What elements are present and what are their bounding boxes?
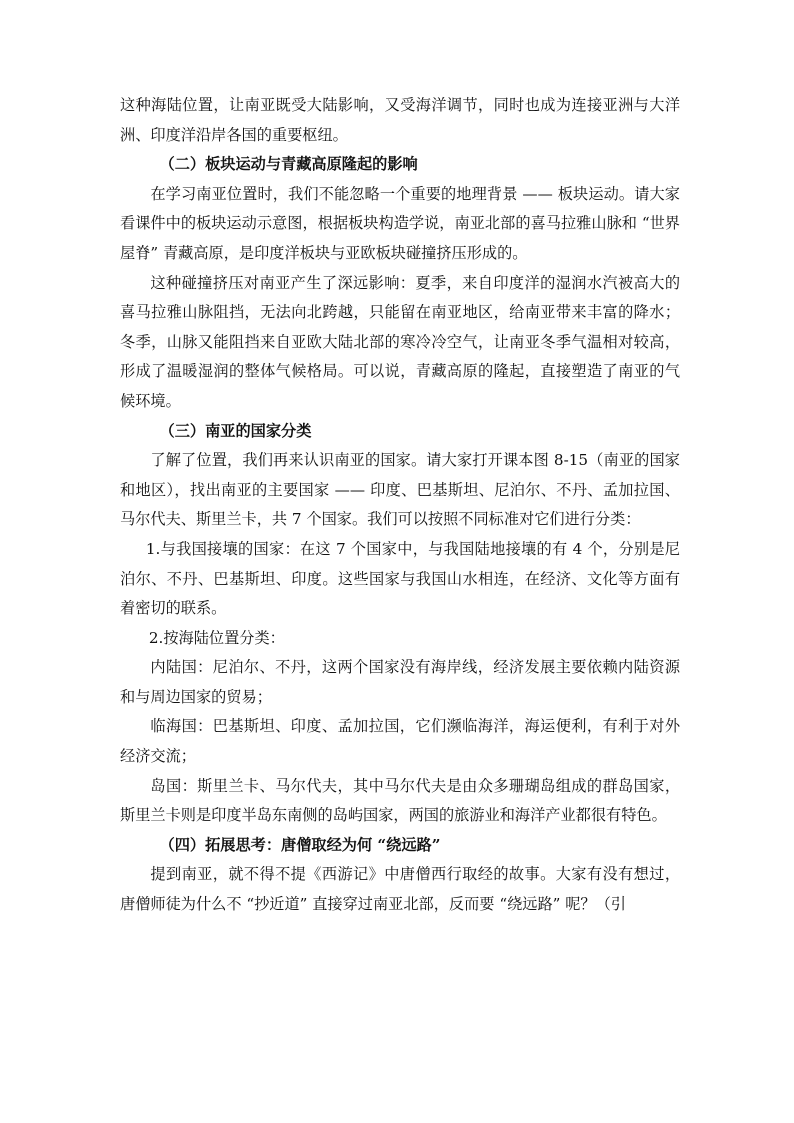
document-body [120, 91, 680, 920]
list-item-land-sea-classification: 2.按海陆位置分类： [148, 628, 285, 647]
paragraph-coastal: 临海国：巴基斯坦、印度、孟加拉国，它们濒临海洋，海运便利，有利于对外经济交流； [120, 717, 680, 766]
paragraph-island: 岛国：斯里兰卡、马尔代夫，其中马尔代夫是由众多珊瑚岛组成的群岛国家，斯里兰卡则是印度半岛东南侧的岛屿国家，两国的旅游业和海洋产业都很有特色。 [120, 776, 680, 825]
section-heading-2: （二）板块运动与青藏高原隆起的影响 [159, 155, 418, 174]
section-heading-4: （四）拓展思考：唐僧取经为何 “绕远路” [159, 835, 441, 854]
paragraph-intro-continuation: 这种海陆位置，让南亚既受大陆影响，又受海洋调节，同时也成为连接亚洲与大洋洲、印度洋沿岸各国的重要枢纽。 [120, 96, 680, 144]
list-item-bordering-countries: 1.与我国接壤的国家：在这 7 个国家中，与我国陆地接壤的有 4 个，分别是尼泊尔、不丹、巴基斯坦、印度。这些国家与我国山水相连，在经济、文化等方面有着密切的联系。 [120, 539, 680, 618]
paragraph-climate-impact: 这种碰撞挤压对南亚产生了深远影响：夏季，来自印度洋的湿润水汽被高大的喜马拉雅山脉阻挡，无法向北跨越，只能留在南亚地区，给南亚带来丰富的降水；冬季，山脉又能阻挡来自亚欧大陆北部的寒冷冷空气，让南亚冬季气温相对较高，形成了温暖湿润的整体气候格局。可以说，青藏高原的隆起，直接塑造了南亚的气候环境。 [120, 273, 680, 410]
paragraph-plate-movement: 在学习南亚位置时，我们不能忽略一个重要的地理背景 —— 板块运动。请大家看课件中的板块运动示意图，根据板块构造学说，南亚北部的喜马拉雅山脉和 “世界屋脊” 青藏高原，是印度洋板块与亚欧板块碰撞挤压形成的。 [120, 184, 680, 262]
section-heading-3: （三）南亚的国家分类 [159, 421, 312, 440]
paragraph-countries-intro: 了解了位置，我们再来认识南亚的国家。请大家打开课本图 8-15（南亚的国家和地区），找出南亚的主要国家 —— 印度、巴基斯坦、尼泊尔、不丹、孟加拉国、马尔代夫、斯里兰卡，共 7 个国家。我们可以按照不同标准对它们进行分类： [120, 451, 680, 529]
paragraph-journey-west: 提到南亚，就不得不提《西游记》中唐僧西行取经的故事。大家有没有想过，唐僧师徒为什么不 “抄近道” 直接穿过南亚北部，反而要 “绕远路” 呢？（引 [120, 865, 680, 914]
paragraph-landlocked: 内陆国：尼泊尔、不丹，这两个国家没有海岸线，经济发展主要依赖内陆资源和与周边国家的贸易； [120, 658, 680, 706]
